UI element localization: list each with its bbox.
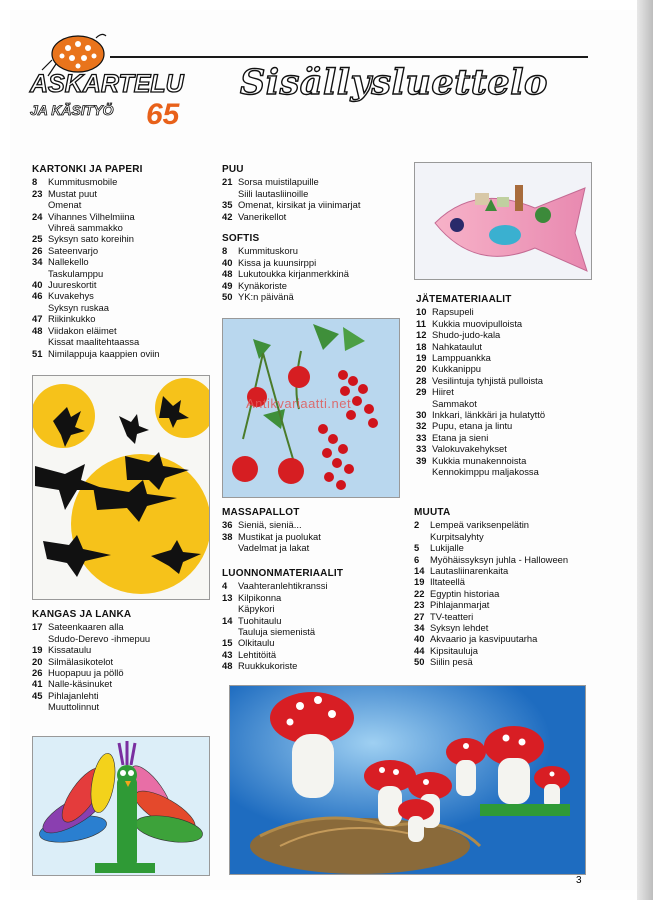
- page-edge: [637, 0, 653, 900]
- toc-title: Akvaario ja kasvipuutarha: [430, 633, 538, 645]
- toc-title: Hiiret: [432, 386, 454, 398]
- toc-entry: [32, 245, 212, 256]
- toc-entry: [414, 554, 609, 565]
- toc-page-number: 26: [32, 244, 43, 256]
- section-muuta: [414, 507, 609, 668]
- toc-page-number: 19: [416, 352, 427, 364]
- toc-entry: [416, 306, 606, 317]
- toc-page-number: 50: [222, 291, 233, 303]
- toc-page-number: 20: [416, 363, 427, 375]
- toc-entry: [222, 660, 402, 671]
- toc-page-number: 48: [222, 660, 233, 672]
- toc-page-number: 35: [222, 199, 233, 211]
- toc-entry: [32, 256, 212, 279]
- toc-title: Kurpitsalyhty: [430, 530, 484, 542]
- toc-entry: [32, 621, 212, 644]
- toc-page-number: 47: [32, 313, 43, 325]
- toc-title: Olkitaulu: [238, 637, 275, 649]
- toc-page-number: 43: [222, 648, 233, 660]
- section-luonnonmateriaalit: [222, 568, 402, 672]
- toc-entry: [416, 455, 606, 478]
- toc-page-number: 12: [416, 329, 427, 341]
- toc-page-number: 40: [414, 633, 425, 645]
- toc-entry: [32, 188, 212, 211]
- section-heading: MASSAPALLOT: [222, 507, 300, 518]
- toc-entry: [32, 176, 212, 187]
- toc-entry: [414, 542, 609, 553]
- toc-title: Iltateellä: [430, 576, 465, 588]
- toc-title: Vanerikellot: [238, 210, 287, 222]
- toc-page-number: 19: [32, 644, 43, 656]
- toc-title: Kummitusmobile: [48, 176, 118, 188]
- toc-page-number: 18: [416, 340, 427, 352]
- photo-aquarium-fish: [414, 162, 592, 280]
- toc-title: Riikinkukko: [48, 313, 96, 325]
- toc-page-number: 28: [416, 374, 427, 386]
- toc-page-number: 27: [414, 610, 425, 622]
- section-softis: [222, 233, 402, 302]
- photo-bats-moon: [32, 375, 210, 600]
- toc-page-number: 22: [414, 587, 425, 599]
- toc-title: Lehtitöitä: [238, 648, 277, 660]
- toc-title: Etana ja sieni: [432, 431, 489, 443]
- toc-page-number: 15: [222, 637, 233, 649]
- toc-page-number: 13: [222, 591, 233, 603]
- toc-page-number: 6: [414, 553, 420, 565]
- section-massapallot: [222, 507, 402, 554]
- toc-title: YK:n päivänä: [238, 291, 294, 303]
- toc-title: Pihlajanmarjat: [430, 599, 490, 611]
- header-rule: [110, 56, 588, 58]
- toc-entry: [222, 580, 402, 591]
- toc-title: Vihreä sammakko: [48, 222, 123, 234]
- toc-title: Sdudo-Derevo -ihmepuu: [48, 632, 151, 644]
- section-heading: LUONNONMATERIAALIT: [222, 568, 344, 579]
- section-heading: MUUTA: [414, 507, 451, 518]
- toc-title: Myöhäissyksyn juhla - Halloween: [430, 553, 569, 565]
- toc-entry: [416, 375, 606, 386]
- toc-entry: [414, 611, 609, 622]
- toc-entry: [416, 432, 606, 443]
- toc-title: Kissat maalitehtaassa: [48, 336, 140, 348]
- toc-page-number: 41: [32, 678, 43, 690]
- toc-entry: [414, 622, 609, 633]
- toc-title: Muuttolinnut: [48, 701, 100, 713]
- toc-entry: [32, 233, 212, 244]
- toc-entry: [414, 656, 609, 667]
- toc-entry: [222, 199, 402, 210]
- toc-title: Kennokimppu maljakossa: [432, 466, 539, 478]
- magazine-subtitle: JA KÄSITYÖ: [30, 102, 114, 118]
- toc-page-number: 29: [416, 386, 427, 398]
- toc-page-number: 42: [222, 210, 233, 222]
- toc-page-number: 10: [416, 306, 427, 318]
- toc-page-number: 45: [32, 689, 43, 701]
- toc-entry: [414, 633, 609, 644]
- toc-page-number: 11: [416, 317, 426, 329]
- toc-title: Shudo-judo-kala: [432, 329, 501, 341]
- toc-page-number: 36: [222, 519, 233, 531]
- toc-page-number: 24: [32, 210, 43, 222]
- toc-page-number: 34: [414, 622, 425, 634]
- toc-entry: [416, 443, 606, 454]
- section-puu: [222, 164, 402, 222]
- toc-title: Huopapuu ja pöllö: [48, 667, 124, 679]
- toc-entry: [222, 592, 402, 615]
- toc-title: Kynäkoriste: [238, 279, 287, 291]
- toc-entry: [222, 637, 402, 648]
- toc-title: Siili lautasliinoille: [238, 187, 309, 199]
- toc-title: Kukkia muovipulloista: [432, 317, 523, 329]
- watermark: Antikvariaatti.net: [246, 396, 352, 411]
- toc-entry: [416, 409, 606, 420]
- toc-page-number: 46: [32, 290, 43, 302]
- toc-title: Tauluja siemenistä: [238, 626, 316, 638]
- toc-entry: [414, 576, 609, 587]
- toc-page-number: 8: [32, 176, 38, 188]
- toc-entry: [416, 420, 606, 431]
- toc-title: Sorsa muistilapuille: [238, 176, 319, 188]
- toc-page-number: 2: [414, 519, 420, 531]
- toc-page-number: 5: [414, 542, 420, 554]
- toc-entry: [416, 352, 606, 363]
- toc-title: Sammakot: [432, 397, 477, 409]
- toc-page-number: 26: [32, 667, 43, 679]
- toc-page-number: 33: [416, 443, 427, 455]
- toc-title: Syksyn sato koreihin: [48, 233, 134, 245]
- toc-entry: [222, 649, 402, 660]
- toc-entry: [416, 386, 606, 409]
- toc-page-number: 40: [32, 279, 43, 291]
- toc-entry: [414, 645, 609, 656]
- toc-entry: [32, 325, 212, 348]
- toc-entry: [416, 341, 606, 352]
- toc-page-number: 34: [32, 256, 43, 268]
- toc-title: Kuvakehys: [48, 290, 94, 302]
- toc-page-number: 39: [416, 454, 427, 466]
- toc-entry: [416, 363, 606, 374]
- toc-entry: [222, 268, 402, 279]
- toc-page-number: 25: [32, 233, 43, 245]
- toc-title: Lempeä variksenpelätin: [430, 519, 530, 531]
- toc-entry: [32, 211, 212, 234]
- toc-page-number: 17: [32, 621, 43, 633]
- toc-title: Sateenkaaren alla: [48, 621, 124, 633]
- toc-title: Syksyn lehdet: [430, 622, 489, 634]
- toc-title: Omenat, kirsikat ja viinimarjat: [238, 199, 361, 211]
- toc-title: Inkkari, länkkäri ja hulatyttö: [432, 409, 546, 421]
- toc-page-number: 4: [222, 580, 228, 592]
- toc-title: Vihannes Vilhelmiina: [48, 210, 135, 222]
- toc-title: Lukutoukka kirjanmerkkinä: [238, 268, 349, 280]
- section-heading: KARTONKI JA PAPERI: [32, 164, 143, 175]
- toc-title: Sateenvarjo: [48, 244, 99, 256]
- toc-page-number: 14: [414, 565, 425, 577]
- toc-title: Omenat: [48, 199, 82, 211]
- toc-title: Ruukkukoriste: [238, 660, 298, 672]
- toc-title: Silmälasikotelot: [48, 655, 114, 667]
- photo-peacock: [32, 736, 210, 876]
- toc-page-number: 8: [222, 245, 228, 257]
- toc-page-number: 30: [416, 409, 427, 421]
- issue-number: 65: [146, 98, 180, 131]
- toc-title: Kummituskoru: [238, 245, 298, 257]
- toc-entry: [416, 318, 606, 329]
- toc-page-number: 23: [32, 187, 43, 199]
- toc-title: Lukijalle: [430, 542, 464, 554]
- toc-title: Lautasliinarenkaita: [430, 565, 509, 577]
- toc-title: Mustikat ja puolukat: [238, 530, 321, 542]
- toc-title: Sieniä, sieniä...: [238, 519, 302, 531]
- section-jatemateriaalit: [416, 294, 606, 478]
- toc-title: Mustat puut: [48, 187, 97, 199]
- toc-entry: [416, 329, 606, 340]
- toc-page-number: 32: [416, 420, 427, 432]
- toc-page-number: 48: [222, 268, 233, 280]
- toc-entry: [32, 667, 212, 678]
- toc-entry: [222, 280, 402, 291]
- toc-entry: [222, 257, 402, 268]
- toc-title: Viidakon eläimet: [48, 324, 117, 336]
- toc-title: Kilpikonna: [238, 591, 282, 603]
- toc-title: Juureskortit: [48, 279, 97, 291]
- toc-title: Kukkanippu: [432, 363, 481, 375]
- toc-entry: [222, 245, 402, 256]
- toc-entry: [222, 519, 402, 530]
- toc-title: Syksyn ruskaa: [48, 301, 109, 313]
- toc-title: Kissa ja kuunsirppi: [238, 256, 317, 268]
- toc-title: Vadelmat ja lakat: [238, 542, 310, 554]
- toc-entry: [32, 279, 212, 290]
- magazine-logo: [28, 30, 218, 130]
- toc-page-number: 40: [222, 256, 233, 268]
- toc-title: Nimilappuja kaappien oviin: [48, 347, 160, 359]
- toc-page-number: 49: [222, 279, 233, 291]
- section-kangas-ja-lanka: [32, 609, 212, 713]
- toc-entry: [32, 690, 212, 713]
- toc-entry: [414, 599, 609, 610]
- toc-page-number: 44: [414, 644, 425, 656]
- toc-page-number: 51: [32, 347, 43, 359]
- toc-title: TV-teatteri: [430, 610, 474, 622]
- toc-page-number: 48: [32, 324, 43, 336]
- toc-page-number: 14: [222, 614, 233, 626]
- page-number: 3: [576, 875, 582, 886]
- toc-page-number: 21: [222, 176, 233, 188]
- toc-title: Taskulamppu: [48, 267, 104, 279]
- toc-entry: [414, 519, 609, 542]
- toc-page-number: 20: [32, 655, 43, 667]
- section-kartonki: [32, 164, 212, 359]
- toc-entry: [32, 290, 212, 313]
- toc-entry: [222, 615, 402, 638]
- photo-mushrooms: [229, 685, 586, 875]
- toc-title: Rapsupeli: [432, 306, 474, 318]
- page-title: Sisällysluettelo: [240, 62, 548, 103]
- toc-entry: [32, 644, 212, 655]
- toc-page-number: 33: [416, 431, 427, 443]
- toc-title: Kissataulu: [48, 644, 92, 656]
- section-heading: KANGAS JA LANKA: [32, 609, 132, 620]
- toc-page-number: 50: [414, 656, 425, 668]
- toc-title: Siilin pesä: [430, 656, 473, 668]
- toc-title: Pupu, etana ja lintu: [432, 420, 513, 432]
- toc-entry: [32, 348, 212, 359]
- magazine-title: ASKARTELU: [30, 70, 184, 98]
- toc-entry: [222, 176, 402, 199]
- toc-entry: [32, 656, 212, 667]
- toc-title: Pihlajanlehti: [48, 689, 99, 701]
- toc-title: Egyptin historiaa: [430, 587, 500, 599]
- toc-entry: [414, 565, 609, 576]
- toc-page-number: 19: [414, 576, 425, 588]
- toc-title: Kukkia munakennoista: [432, 454, 527, 466]
- toc-title: Vesilintuja tyhjistä pulloista: [432, 374, 543, 386]
- section-heading: JÄTEMATERIAALIT: [416, 294, 512, 305]
- section-heading: PUU: [222, 164, 244, 175]
- toc-title: Lamppuankka: [432, 352, 491, 364]
- toc-entry: [222, 531, 402, 554]
- toc-title: Nallekello: [48, 256, 89, 268]
- toc-title: Nalle-käsinuket: [48, 678, 113, 690]
- toc-title: Valokuvakehykset: [432, 443, 507, 455]
- toc-entry: [222, 211, 402, 222]
- toc-title: Tuohitaulu: [238, 614, 282, 626]
- toc-title: Kipsitauluja: [430, 644, 478, 656]
- toc-title: Vaahteranlehtikranssi: [238, 580, 328, 592]
- toc-page-number: 23: [414, 599, 425, 611]
- toc-entry: [32, 678, 212, 689]
- toc-entry: [32, 313, 212, 324]
- toc-entry: [414, 588, 609, 599]
- section-heading: SOFTIS: [222, 233, 260, 244]
- toc-entry: [222, 291, 402, 302]
- toc-title: Käpykori: [238, 603, 275, 615]
- toc-page-number: 38: [222, 530, 233, 542]
- toc-title: Nahkataulut: [432, 340, 483, 352]
